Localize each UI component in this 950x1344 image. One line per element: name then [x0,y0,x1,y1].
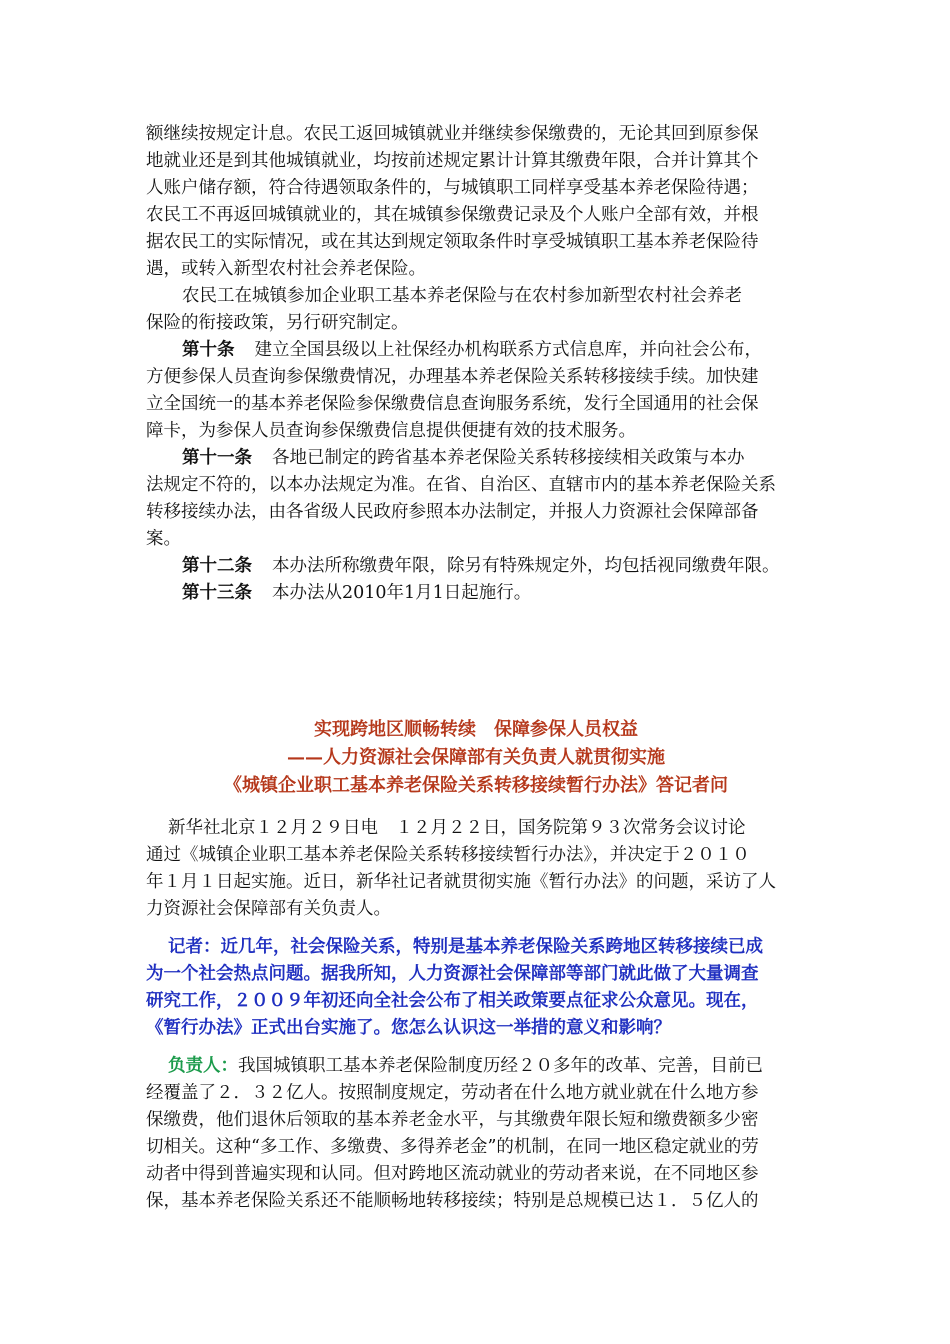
text-line: 力资源社会保障部有关负责人。 [146,899,391,919]
article-label: 第十二条 [182,556,252,576]
text-line: 保，基本养老保险关系还不能顺畅地转移接续；特别是总规模已达１．５亿人的 [146,1191,759,1211]
text-line: 地就业还是到其他城镇就业，均按前述规定累计计算其缴费年限，合并计算其个 [146,151,759,171]
text-line: 转移接续办法，由各省级人民政府参照本办法制定，并报人力资源社会保障部备 [146,502,759,522]
article-10 [146,337,806,445]
article-text: 建立全国县级以上社保经办机构联系方式信息库，并向社会公布， [254,340,762,360]
article-label: 第十一条 [182,448,252,468]
article-12 [146,553,806,580]
text-line: 研究工作，２００９年初还向全社会公布了相关政策要点征求公众意见。现在， [146,991,759,1011]
text-line: 方便参保人员查询参保缴费情况，办理基本养老保险关系转移接续手续。加快建 [146,367,759,387]
official-answer [146,1053,806,1215]
text-line: 立全国统一的基本养老保险参保缴费信息查询服务系统，发行全国通用的社会保 [146,394,759,414]
text-line: 遇，或转入新型农村社会养老保险。 [146,259,426,279]
text-line: 农民工不再返回城镇就业的，其在城镇参保缴费记录及个人账户全部有效，并根 [146,205,759,225]
text-line: 人账户储存额，符合待遇领取条件的，与城镇职工同样享受基本养老保险待遇； [146,178,759,198]
title-line: ——人力资源社会保障部有关负责人就贯彻实施 [287,747,665,768]
intro-paragraph [146,815,806,923]
article-text: 本办法从2010年1月1日起施行。 [272,583,532,603]
text-line: 农民工在城镇参加企业职工基本养老保险与在农村参加新型农村社会养老 [182,286,742,306]
text-line: 切相关。这种“多工作、多缴费、多得养老金”的机制，在同一地区稳定就业的劳 [146,1137,759,1157]
text-line: 记者：近几年，社会保险关系，特别是基本养老保险关系跨地区转移接续已成 [168,937,763,957]
answer-text: 我国城镇职工基本养老保险制度历经２０多年的改革、完善，目前已 [238,1056,763,1076]
text-line: 法规定不符的，以本办法规定为准。在省、自治区、直辖市内的基本养老保险关系 [146,475,776,495]
text-line: 经覆盖了２．３２亿人。按照制度规定，劳动者在什么地方就业就在什么地方参 [146,1083,759,1103]
article-title [146,716,806,800]
text-line: 《暂行办法》正式出台实施了。您怎么认识这一举措的意义和影响？ [146,1018,671,1038]
title-line: 《城镇企业职工基本养老保险关系转移接续暂行办法》答记者问 [224,775,728,796]
text-line: 案。 [146,529,181,549]
top-section [146,121,806,607]
speaker-label: 负责人： [168,1056,238,1076]
reporter-question [146,934,806,1042]
text-line: 保险的衔接政策，另行研究制定。 [146,313,409,333]
title-line: 实现跨地区顺畅转续 保障参保人员权益 [314,719,638,740]
text-line: 障卡，为参保人员查询参保缴费信息提供便捷有效的技术服务。 [146,421,636,441]
paragraph [146,283,806,337]
article-label: 第十条 [182,340,235,360]
text-line: 通过《城镇企业职工基本养老保险关系转移接续暂行办法》，并决定于２０１０ [146,845,750,865]
article-text: 各地已制定的跨省基本养老保险关系转移接续相关政策与本办 [272,448,745,468]
article-11 [146,445,806,553]
text-line: 新华社北京１２月２９日电 １２月２２日，国务院第９３次常务会议讨论 [168,818,746,838]
text-line: 为一个社会热点问题。据我所知，人力资源社会保障部等部门就此做了大量调查 [146,964,759,984]
paragraph [146,121,806,283]
text-line: 额继续按规定计息。农民工返回城镇就业并继续参保缴费的，无论其回到原参保 [146,124,759,144]
article-text: 本办法所称缴费年限，除另有特殊规定外，均包括视同缴费年限。 [272,556,780,576]
text-line: 保缴费，他们退休后领取的基本养老金水平，与其缴费年限长短和缴费额多少密 [146,1110,759,1130]
text-line: 动者中得到普遍实现和认同。但对跨地区流动就业的劳动者来说，在不同地区参 [146,1164,759,1184]
text-line: 据农民工的实际情况，或在其达到规定领取条件时享受城镇职工基本养老保险待 [146,232,759,252]
text-line: 年１月１日起实施。近日，新华社记者就贯彻实施《暂行办法》的问题，采访了人 [146,872,776,892]
article-label: 第十三条 [182,583,252,603]
article-13 [146,580,806,607]
